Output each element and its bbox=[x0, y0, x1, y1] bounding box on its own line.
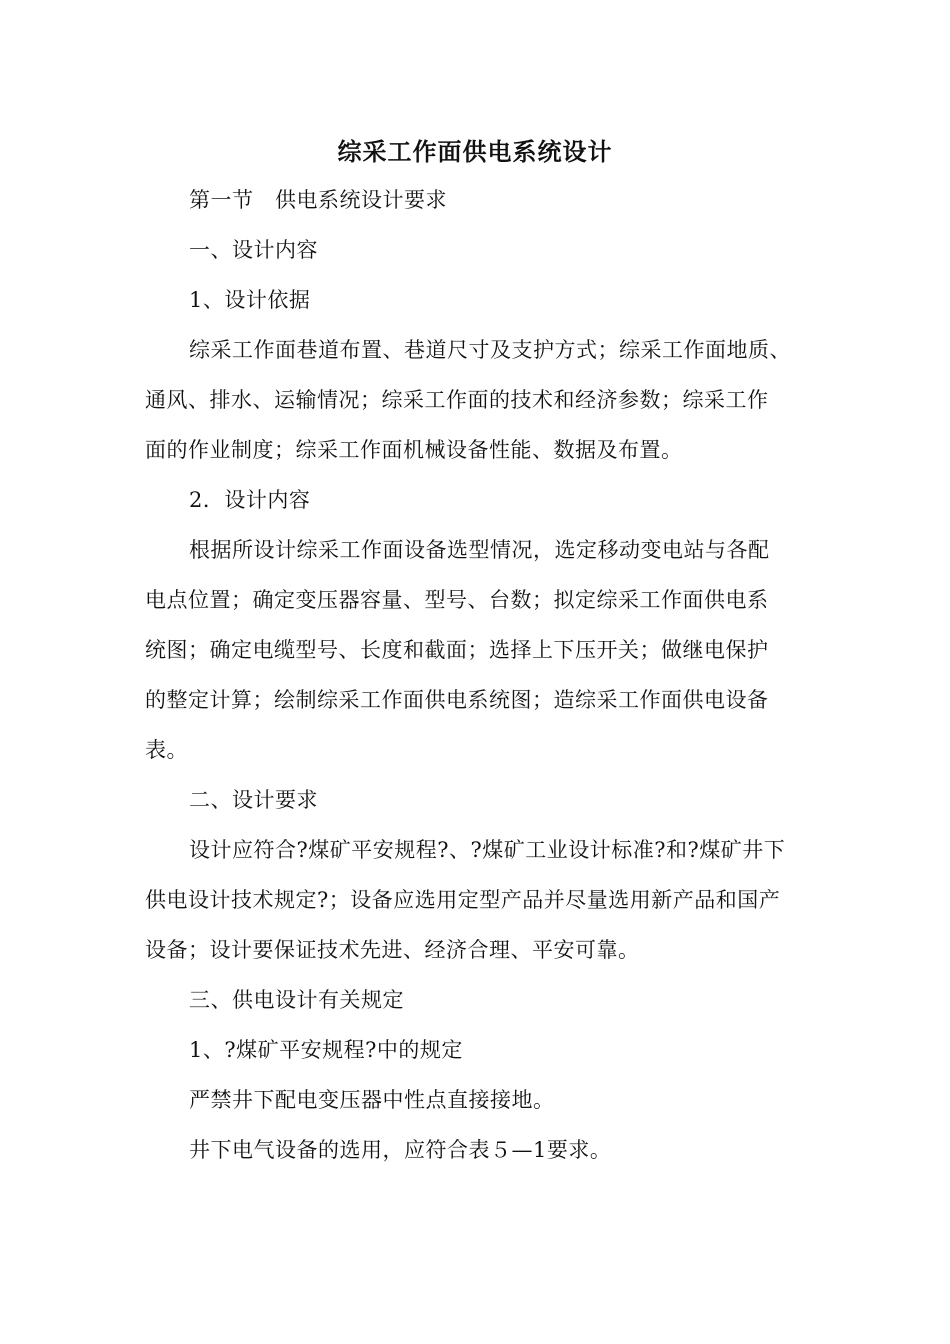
requirement-line-1: 设计应符合?煤矿平安规程?、?煤矿工业设计标准?和?煤矿井下 bbox=[189, 838, 786, 862]
content-line-2: 电点位置；确定变压器容量、型号、台数；拟定综采工作面供电系 bbox=[145, 588, 769, 612]
content-line-4: 的整定计算；绘制综采工作面供电系统图；造综采工作面供电设备 bbox=[145, 688, 769, 712]
content-line-5: 表。 bbox=[145, 738, 188, 762]
content-line-3: 统图；确定电缆型号、长度和截面；选择上下压开关；做继电保护 bbox=[145, 638, 769, 662]
part2-heading: 二、设计要求 bbox=[189, 788, 318, 812]
requirement-line-3: 设备；设计要保证技术先进、经济合理、平安可靠。 bbox=[145, 938, 640, 962]
content-line-1: 根据所设计综采工作面设备选型情况，选定移动变电站与各配 bbox=[189, 538, 770, 562]
basis-line-1: 综采工作面巷道布置、巷道尺寸及支护方式；综采工作面地质、 bbox=[189, 338, 791, 362]
rules-heading: 1、?煤矿平安规程?中的规定 bbox=[189, 1038, 463, 1062]
rule-line-2: 井下电气设备的选用，应符合表５—1要求。 bbox=[189, 1138, 612, 1162]
basis-line-2: 通风、排水、运输情况；综采工作面的技术和经济参数；综采工作 bbox=[145, 388, 769, 412]
basis-line-3: 面的作业制度；综采工作面机械设备性能、数据及布置。 bbox=[145, 438, 683, 462]
rule-line-1: 严禁井下配电变压器中性点直接接地。 bbox=[189, 1088, 555, 1112]
basis-heading: 1、设计依据 bbox=[189, 288, 311, 312]
requirement-line-2: 供电设计技术规定?；设备应选用定型产品并尽量选用新产品和国产 bbox=[145, 888, 781, 912]
section-heading: 第一节 供电系统设计要求 bbox=[189, 188, 447, 212]
part3-heading: 三、供电设计有关规定 bbox=[189, 988, 404, 1012]
document-title: 综采工作面供电系统设计 bbox=[337, 137, 613, 166]
content-heading: 2．设计内容 bbox=[189, 488, 311, 512]
part1-heading: 一、设计内容 bbox=[189, 238, 318, 262]
